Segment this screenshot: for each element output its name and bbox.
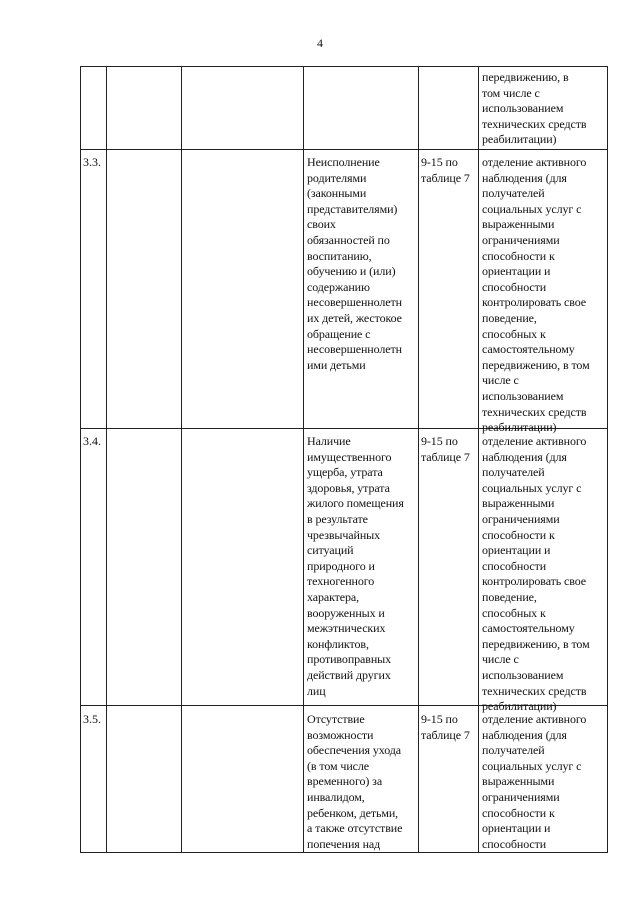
page-number: 4 bbox=[317, 36, 323, 50]
row-2-term: 9-15 по таблице 7 bbox=[421, 434, 470, 464]
row-1-term: 9-15 по таблице 7 bbox=[421, 155, 470, 185]
column-divider bbox=[607, 66, 608, 852]
row-3-problem: Отсутствие возможности обеспечения ухода (в том числе временного) за инвалидом, ребенком, детьми, а также отсутствие попечения над bbox=[307, 712, 403, 851]
row-3-number: 3.5. bbox=[83, 712, 101, 726]
row-divider bbox=[80, 66, 608, 67]
row-0-unit: передвижению, в том числе с использованием технических средств реабилитации) bbox=[482, 70, 587, 147]
column-divider bbox=[303, 66, 304, 852]
row-2-problem: Наличие имущественного ущерба, утрата здоровья, утрата жилого помещения в результате чрезвычайных ситуаций природного и техногенного характера, вооруженных и межэтнических конфликтов, противоправных действий других лиц bbox=[307, 434, 404, 698]
row-2-number: 3.4. bbox=[83, 434, 101, 448]
row-1-number: 3.3. bbox=[83, 155, 101, 169]
row-3-term: 9-15 по таблице 7 bbox=[421, 712, 470, 742]
row-2-unit: отделение активного наблюдения (для получателей социальных услуг с выраженными ограничениями способности к ориентации и способности контролировать свое поведение, способных к самостоятельному передвижению, в том числе с использованием технических средств реабилитации) bbox=[482, 434, 590, 714]
row-divider bbox=[80, 149, 608, 150]
column-divider bbox=[106, 66, 107, 852]
row-1-unit: отделение активного наблюдения (для получателей социальных услуг с выраженными ограничениями способности к ориентации и способности контролировать свое поведение, способных к самостоятельному передвижению, в том числе с использованием технических средств реабилитации) bbox=[482, 155, 590, 435]
column-divider bbox=[418, 66, 419, 852]
row-1-problem: Неисполнение родителями (законными представителями) своих обязанностей по воспитанию, обучению и (или) содержанию несовершеннолетн их детей, жестокое обращение с несовершеннолетн ими детьми bbox=[307, 155, 402, 372]
column-divider bbox=[80, 66, 81, 852]
column-divider bbox=[478, 66, 479, 852]
row-3-unit: отделение активного наблюдения (для получателей социальных услуг с выраженными ограничениями способности к ориентации и способности bbox=[482, 712, 587, 851]
column-divider bbox=[181, 66, 182, 852]
